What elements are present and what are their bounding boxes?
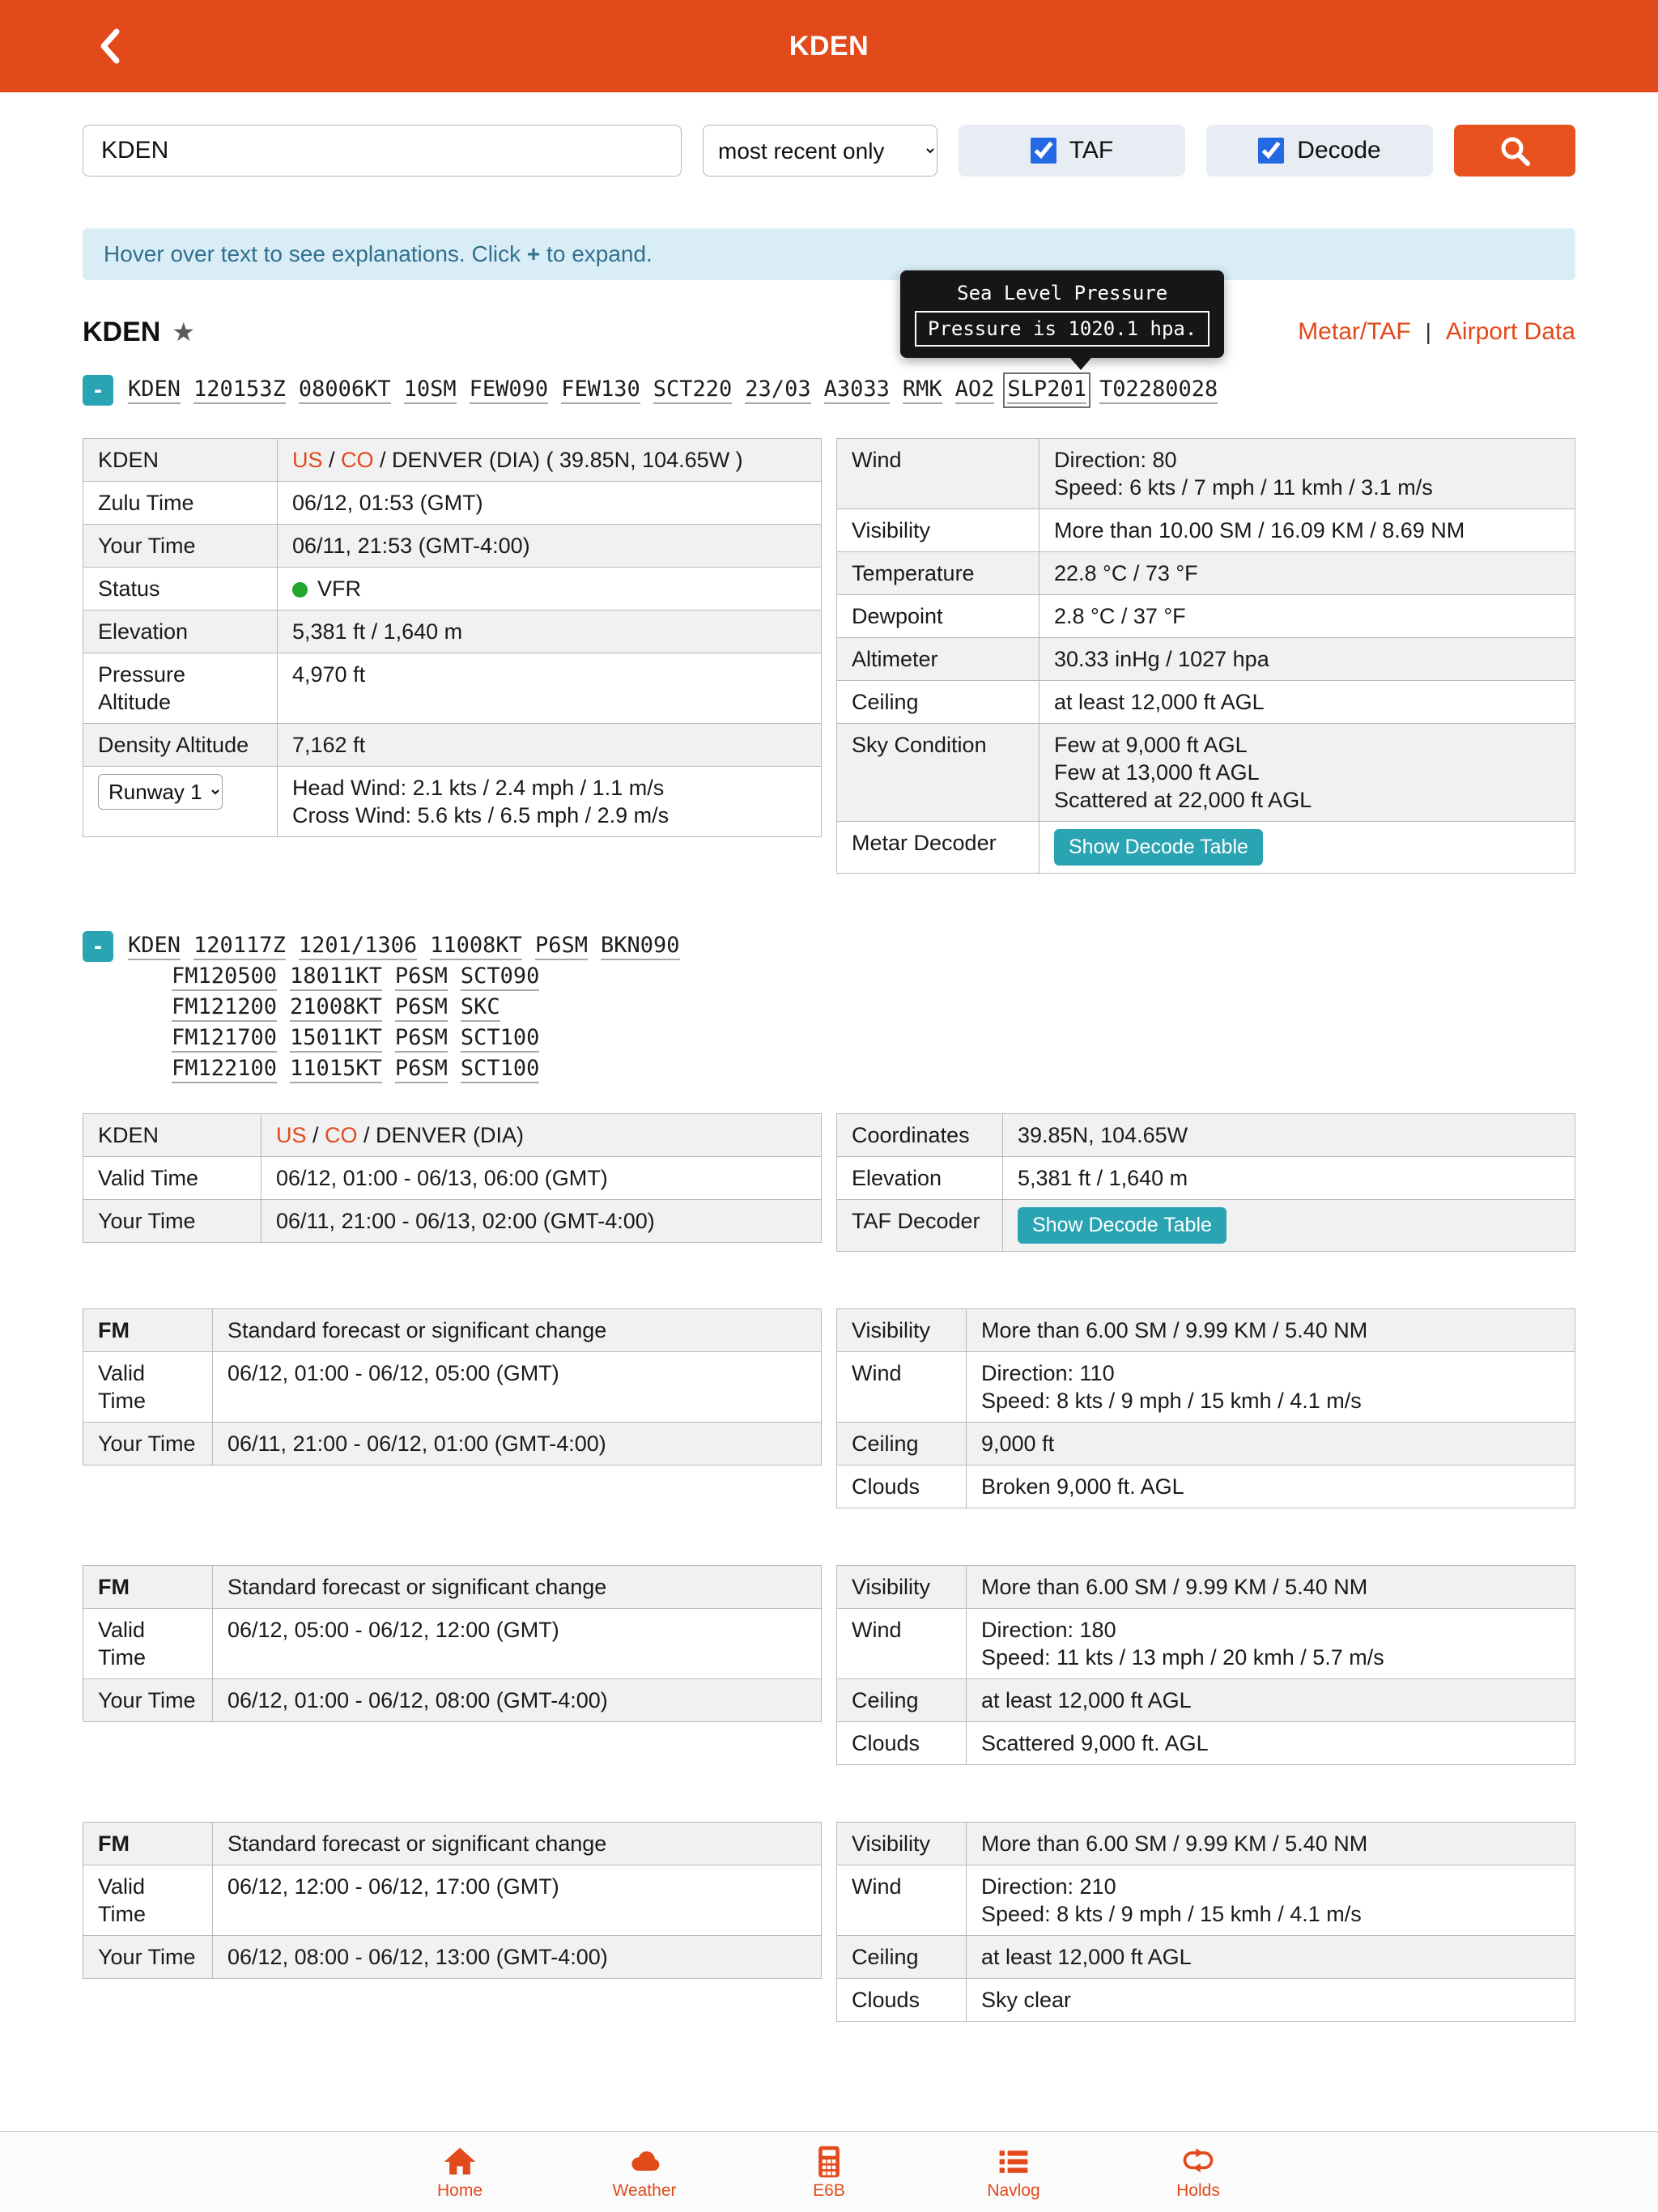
table-row: [83, 1823, 821, 1865]
fm-weather-table: [836, 1308, 1575, 1508]
row-value: 22.8 °C / 73 °F: [1054, 561, 1198, 585]
wind-direction-text: Direction: 110: [981, 1361, 1115, 1385]
raw-token[interactable]: SCT090: [461, 963, 540, 991]
row-label: Wind: [837, 1865, 967, 1935]
bottom-tab-bar: [0, 2131, 1658, 2212]
station-code-heading: KDEN: [83, 316, 161, 347]
row-label: Sky Condition: [837, 724, 1039, 821]
row-label: Coordinates: [837, 1114, 1003, 1156]
row-value: More than 6.00 SM / 9.99 KM / 5.40 NM: [981, 1318, 1368, 1342]
raw-token[interactable]: 11008KT: [430, 933, 522, 960]
table-row: [837, 594, 1575, 637]
table-row: [83, 1156, 821, 1199]
row-label: Clouds: [837, 1465, 967, 1508]
row-label: Ceiling: [837, 1679, 967, 1721]
row-label: Elevation: [83, 610, 278, 653]
table-row: [83, 1608, 821, 1678]
table-row: [837, 508, 1575, 551]
magnifier-icon: [1497, 133, 1533, 168]
table-row: [83, 439, 821, 481]
fm-forecast-block: [83, 1308, 1575, 1508]
hint-plus: +: [526, 241, 541, 266]
row-label: Valid Time: [83, 1352, 213, 1422]
tab-label: Holds: [1176, 2181, 1220, 2200]
raw-token[interactable]: P6SM: [395, 963, 448, 991]
taf-collapse-button[interactable]: -: [83, 931, 113, 962]
table-row: [83, 567, 821, 610]
raw-token[interactable]: 18011KT: [290, 963, 382, 991]
app-header: [0, 0, 1658, 92]
taf-checkbox[interactable]: [1031, 138, 1056, 164]
row-label: Your Time: [83, 1423, 213, 1465]
row-label: FM: [83, 1309, 213, 1351]
table-row: [837, 1199, 1575, 1251]
search-button[interactable]: [1454, 125, 1575, 177]
raw-token[interactable]: P6SM: [535, 933, 588, 960]
row-label: KDEN: [83, 439, 278, 481]
decode-toggle[interactable]: [1206, 125, 1433, 177]
row-label: Your Time: [83, 1200, 261, 1242]
table-row: [83, 723, 821, 766]
taf-raw-line: [172, 1023, 680, 1053]
row-label: Ceiling: [837, 1423, 967, 1465]
row-label: Density Altitude: [83, 724, 278, 766]
row-value: More than 10.00 SM / 16.09 KM / 8.69 NM: [1054, 518, 1465, 542]
taf-raw-line: [172, 992, 680, 1023]
station-header: [83, 314, 1575, 350]
tab-weather[interactable]: [596, 2144, 693, 2200]
taf-toggle[interactable]: [959, 125, 1185, 177]
row-value: 5,381 ft / 1,640 m: [1018, 1166, 1188, 1190]
raw-token[interactable]: T02280028: [1099, 376, 1218, 404]
row-label: Your Time: [83, 1679, 213, 1721]
runway-select[interactable]: [98, 774, 223, 810]
row-value: at least 12,000 ft AGL: [981, 1688, 1192, 1712]
table-row: [837, 1422, 1575, 1465]
row-label: Visibility: [837, 1309, 967, 1351]
table-row: [837, 1566, 1575, 1608]
row-value: [1039, 724, 1575, 821]
raw-token[interactable]: BKN090: [601, 933, 680, 960]
raw-token[interactable]: FM120500: [172, 963, 277, 991]
tab-holds[interactable]: [1150, 2144, 1247, 2200]
table-row: [837, 1351, 1575, 1422]
row-label: Status: [83, 568, 278, 610]
table-row: [837, 1823, 1575, 1865]
row-label: Visibility: [837, 509, 1039, 551]
row-value: [967, 1865, 1575, 1935]
raw-token[interactable]: 1201/1306: [299, 933, 417, 960]
sky-condition-line: Scattered at 22,000 ft AGL: [1054, 788, 1312, 812]
back-button[interactable]: [81, 0, 138, 92]
row-value: at least 12,000 ft AGL: [981, 1945, 1192, 1969]
row-value: Sky clear: [981, 1988, 1072, 2012]
raw-token[interactable]: KDEN: [128, 376, 181, 404]
decode-checkbox-label: Decode: [1297, 137, 1381, 164]
chevron-left-icon: [97, 27, 121, 66]
raw-token[interactable]: 120117Z: [193, 933, 286, 960]
row-value: 06/11, 21:53 (GMT-4:00): [292, 534, 530, 558]
hint-text-after: to expand.: [540, 241, 653, 266]
row-value: Standard forecast or significant change: [227, 1575, 607, 1599]
metar-weather-table: [836, 438, 1575, 874]
table-row: [837, 439, 1575, 508]
wind-speed-text: Speed: 8 kts / 9 mph / 15 kmh / 4.1 m/s: [981, 1902, 1362, 1926]
row-value: 9,000 ft: [981, 1431, 1055, 1456]
raw-token[interactable]: SCT100: [461, 1056, 540, 1083]
table-row: [83, 1678, 821, 1721]
table-row: [83, 1114, 821, 1156]
star-icon[interactable]: ★: [172, 317, 196, 347]
table-row: [837, 1114, 1575, 1156]
metar-detail-section: [83, 438, 1575, 874]
raw-token[interactable]: SLP201: [1007, 376, 1086, 404]
table-row: [83, 610, 821, 653]
row-label: Visibility: [837, 1566, 967, 1608]
region-link[interactable]: CO: [325, 1123, 358, 1147]
row-label: Ceiling: [837, 681, 1039, 723]
row-label: Wind: [837, 439, 1039, 508]
metar-taf-link[interactable]: Metar/TAF: [1298, 318, 1411, 345]
row-label: FM: [83, 1566, 213, 1608]
row-value: [1039, 822, 1575, 873]
row-label: Your Time: [83, 1936, 213, 1978]
row-label: Your Time: [83, 525, 278, 567]
runway-select-cell: [83, 767, 278, 836]
tab-label: E6B: [813, 2181, 845, 2200]
hold-pattern-icon: [1180, 2144, 1216, 2180]
row-label: Valid Time: [83, 1609, 213, 1678]
fm-forecast-block: [83, 1565, 1575, 1765]
table-row: [83, 653, 821, 723]
row-value: [1003, 1200, 1575, 1251]
taf-raw-line: [128, 930, 680, 961]
table-row: [837, 1978, 1575, 2021]
row-label: Clouds: [837, 1722, 967, 1764]
table-row: [837, 551, 1575, 594]
tooltip-arrow: [1070, 358, 1091, 370]
tab-navlog[interactable]: [965, 2144, 1062, 2200]
raw-token[interactable]: SCT100: [461, 1025, 540, 1053]
fm-time-table: [83, 1822, 822, 1979]
sky-condition-line: Few at 13,000 ft AGL: [1054, 760, 1260, 785]
table-row: [837, 1465, 1575, 1508]
row-value: 30.33 inHg / 1027 hpa: [1054, 647, 1269, 671]
table-row: [837, 1865, 1575, 1935]
row-value: 06/11, 21:00 - 06/13, 02:00 (GMT-4:00): [276, 1209, 655, 1233]
table-row: [837, 723, 1575, 821]
table-row: [83, 766, 821, 836]
wind-speed-text: Speed: 11 kts / 13 mph / 20 kmh / 5.7 m/s: [981, 1645, 1384, 1670]
taf-raw-section: [83, 930, 1575, 1084]
row-value: 06/12, 12:00 - 06/12, 17:00 (GMT): [227, 1874, 559, 1899]
table-row: [837, 821, 1575, 873]
row-label: FM: [83, 1823, 213, 1865]
row-label: Clouds: [837, 1979, 967, 2021]
table-row: [83, 1309, 821, 1351]
row-label: Temperature: [837, 552, 1039, 594]
row-value: [967, 1352, 1575, 1422]
fm-weather-table: [836, 1822, 1575, 2022]
table-row: [837, 1721, 1575, 1764]
country-link[interactable]: US: [276, 1123, 307, 1147]
table-row: [837, 1156, 1575, 1199]
metar-station-table: [83, 438, 822, 837]
row-value: 06/12, 05:00 - 06/12, 12:00 (GMT): [227, 1618, 559, 1642]
metar-show-decode-button[interactable]: Show Decode Table: [1054, 829, 1263, 866]
raw-token[interactable]: 21008KT: [290, 994, 382, 1022]
wind-direction-text: Direction: 180: [981, 1618, 1116, 1642]
table-row: [837, 637, 1575, 680]
hint-banner: [83, 228, 1575, 280]
row-value: Scattered 9,000 ft. AGL: [981, 1731, 1209, 1755]
table-row: [83, 1351, 821, 1422]
taf-checkbox-label: TAF: [1069, 137, 1114, 164]
table-row: [837, 1309, 1575, 1351]
raw-token[interactable]: FM122100: [172, 1056, 277, 1083]
table-row: [83, 1199, 821, 1242]
row-value: Broken 9,000 ft. AGL: [981, 1474, 1184, 1499]
fm-time-table: [83, 1308, 822, 1465]
taf-raw-text: [128, 930, 680, 1084]
fm-forecast-block: [83, 1822, 1575, 2022]
row-label: Altimeter: [837, 638, 1039, 680]
separator-text: /: [322, 448, 342, 472]
raw-token[interactable]: 08006KT: [299, 376, 391, 404]
search-bar: [83, 125, 1575, 177]
table-row: [83, 1935, 821, 1978]
row-value: 2.8 °C / 37 °F: [1054, 604, 1186, 628]
head-wind-text: Head Wind: 2.1 kts / 2.4 mph / 1.1 m/s: [292, 776, 665, 800]
tab-label: Weather: [612, 2181, 677, 2200]
location-text: / DENVER (DIA): [357, 1123, 525, 1147]
airport-data-link[interactable]: Airport Data: [1445, 318, 1575, 345]
row-label: Zulu Time: [83, 482, 278, 524]
raw-token[interactable]: P6SM: [395, 1056, 448, 1083]
tab-label: Navlog: [987, 2181, 1040, 2200]
location-text: / DENVER (DIA) ( 39.85N, 104.65W ): [373, 448, 743, 472]
table-row: [83, 481, 821, 524]
metar-collapse-button[interactable]: -: [83, 375, 113, 406]
row-label: Elevation: [837, 1157, 1003, 1199]
row-value: 06/12, 01:00 - 06/12, 08:00 (GMT-4:00): [227, 1688, 608, 1712]
fm-weather-table: [836, 1565, 1575, 1765]
tab-e6b[interactable]: [780, 2144, 878, 2200]
row-value: [967, 1609, 1575, 1678]
status-dot-icon: [292, 582, 308, 598]
status-text: VFR: [317, 576, 361, 601]
row-label: TAF Decoder: [837, 1200, 1003, 1251]
taf-raw-line: [172, 961, 680, 992]
slp-tooltip: [900, 270, 1224, 358]
row-value: 5,381 ft / 1,640 m: [292, 619, 463, 644]
table-row: [837, 1935, 1575, 1978]
raw-token[interactable]: FM121700: [172, 1025, 277, 1053]
taf-location-table: [836, 1113, 1575, 1252]
row-value: 06/12, 01:53 (GMT): [292, 491, 483, 515]
cross-wind-text: Cross Wind: 5.6 kts / 6.5 mph / 2.9 m/s: [292, 803, 670, 827]
raw-token[interactable]: 11015KT: [290, 1056, 382, 1083]
country-link[interactable]: US: [292, 448, 323, 472]
row-value: More than 6.00 SM / 9.99 KM / 5.40 NM: [981, 1575, 1368, 1599]
sky-condition-line: Few at 9,000 ft AGL: [1054, 733, 1248, 757]
row-label: Visibility: [837, 1823, 967, 1865]
raw-token[interactable]: P6SM: [395, 1025, 448, 1053]
row-label: Ceiling: [837, 1936, 967, 1978]
row-value: More than 6.00 SM / 9.99 KM / 5.40 NM: [981, 1831, 1368, 1856]
row-value: 39.85N, 104.65W: [1018, 1123, 1188, 1147]
raw-token[interactable]: 120153Z: [193, 376, 286, 404]
hint-text-before: Hover over text to see explanations. Click: [104, 241, 527, 266]
row-label: KDEN: [83, 1114, 261, 1156]
row-value: 7,162 ft: [292, 733, 366, 757]
tab-home[interactable]: [411, 2144, 508, 2200]
row-label: Pressure Altitude: [83, 653, 278, 723]
row-value: 4,970 ft: [292, 662, 366, 687]
wind-speed-text: Speed: 8 kts / 9 mph / 15 kmh / 4.1 m/s: [981, 1389, 1362, 1413]
station-search-input[interactable]: [83, 125, 682, 177]
fm-time-table: [83, 1565, 822, 1722]
raw-token[interactable]: AO2: [955, 376, 995, 404]
tooltip-body: Pressure is 1020.1 hpa.: [915, 311, 1209, 347]
raw-token[interactable]: 15011KT: [290, 1025, 382, 1053]
table-row: [837, 680, 1575, 723]
row-value: [261, 1114, 821, 1156]
taf-show-decode-button[interactable]: Show Decode Table: [1018, 1207, 1226, 1244]
app-title: KDEN: [789, 30, 869, 62]
row-label: Metar Decoder: [837, 822, 1039, 873]
raw-token[interactable]: P6SM: [395, 994, 448, 1022]
row-value: [278, 439, 821, 481]
row-label: Dewpoint: [837, 595, 1039, 637]
table-row: [837, 1608, 1575, 1678]
taf-station-table: [83, 1113, 822, 1243]
raw-token[interactable]: SKC: [461, 994, 500, 1022]
taf-detail-section: [83, 1113, 1575, 1252]
wind-direction-text: Direction: 210: [981, 1874, 1116, 1899]
row-label: Wind: [837, 1609, 967, 1678]
raw-token[interactable]: 23/03: [745, 376, 810, 404]
raw-token[interactable]: 10SM: [404, 376, 457, 404]
raw-token[interactable]: SCT220: [653, 376, 733, 404]
tab-label: Home: [436, 2181, 483, 2200]
region-link[interactable]: CO: [341, 448, 374, 472]
list-icon: [996, 2144, 1031, 2180]
row-label: Valid Time: [83, 1157, 261, 1199]
wind-direction-text: Direction: 80: [1054, 448, 1177, 472]
row-value: Standard forecast or significant change: [227, 1831, 607, 1856]
raw-token[interactable]: FEW130: [561, 376, 640, 404]
calculator-icon: [811, 2144, 847, 2180]
table-row: [83, 1865, 821, 1935]
raw-token[interactable]: KDEN: [128, 933, 181, 960]
raw-token[interactable]: RMK: [903, 376, 942, 404]
recency-select[interactable]: [703, 125, 937, 177]
row-value: [1039, 439, 1575, 508]
cloud-icon: [627, 2144, 662, 2180]
row-value: Standard forecast or significant change: [227, 1318, 607, 1342]
separator-text: /: [306, 1123, 325, 1147]
row-value: at least 12,000 ft AGL: [1054, 690, 1265, 714]
row-value: 06/12, 01:00 - 06/12, 05:00 (GMT): [227, 1361, 559, 1385]
decode-checkbox[interactable]: [1258, 138, 1284, 164]
row-value: [278, 568, 821, 610]
raw-token[interactable]: FM121200: [172, 994, 277, 1022]
taf-raw-line: [172, 1053, 680, 1084]
table-row: [837, 1678, 1575, 1721]
wind-speed-text: Speed: 6 kts / 7 mph / 11 kmh / 3.1 m/s: [1054, 475, 1433, 500]
row-label: Valid Time: [83, 1865, 213, 1935]
raw-token[interactable]: FEW090: [470, 376, 549, 404]
row-value: 06/12, 01:00 - 06/13, 06:00 (GMT): [276, 1166, 608, 1190]
metar-raw-text: [128, 374, 1218, 405]
raw-token[interactable]: A3033: [824, 376, 890, 404]
table-row: [83, 524, 821, 567]
row-value: 06/12, 08:00 - 06/12, 13:00 (GMT-4:00): [227, 1945, 608, 1969]
table-row: [83, 1422, 821, 1465]
row-value: [278, 767, 821, 836]
home-icon: [442, 2144, 478, 2180]
link-separator: |: [1425, 319, 1431, 344]
table-row: [83, 1566, 821, 1608]
row-label: Wind: [837, 1352, 967, 1422]
row-value: 06/11, 21:00 - 06/12, 01:00 (GMT-4:00): [227, 1431, 606, 1456]
tooltip-title: Sea Level Pressure: [957, 282, 1168, 304]
